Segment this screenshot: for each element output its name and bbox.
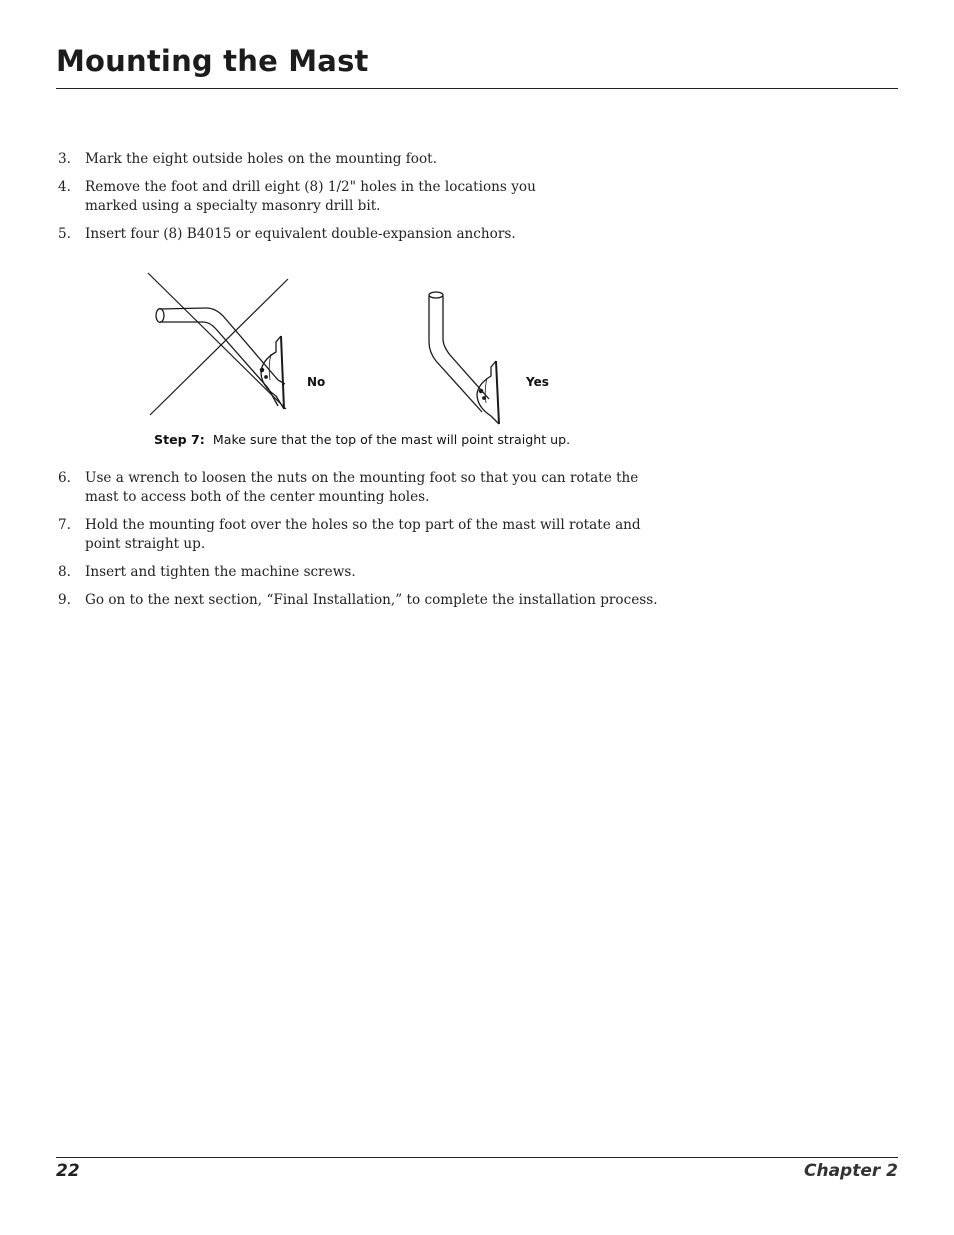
step-number: 9. <box>58 592 71 608</box>
step-number: 7. <box>58 517 71 533</box>
list-item <box>56 225 565 244</box>
correct-mast-drawing <box>429 292 499 424</box>
list-item <box>56 150 540 169</box>
step-text: Hold the mounting foot over the holes so the top part of the mast will rotate and point straight up. <box>85 517 641 552</box>
crossed-out-mark <box>148 273 288 415</box>
step-number: 3. <box>58 151 71 167</box>
list-item <box>56 469 660 507</box>
step-text: Insert four (8) B4015 or equivalent double-expansion anchors. <box>85 226 516 242</box>
yes-label: Yes <box>526 375 549 389</box>
step-text: Go on to the next section, “Final Installation,” to complete the installation process. <box>85 592 658 608</box>
page-title: Mounting the Mast <box>56 44 369 78</box>
step-text: Mark the eight outside holes on the mounting foot. <box>85 151 437 167</box>
mast-orientation-figure <box>140 266 590 426</box>
chapter-label: Chapter 2 <box>803 1161 898 1181</box>
step-text: Remove the foot and drill eight (8) 1/2" holes in the locations you marked using a specialty masonry drill bit. <box>85 179 536 214</box>
step-text: Insert and tighten the machine screws. <box>85 564 356 580</box>
list-item <box>56 563 685 582</box>
step-number: 4. <box>58 179 71 195</box>
mast-illustration <box>140 266 590 426</box>
list-item <box>56 516 665 554</box>
caption-text: Make sure that the top of the mast will point straight up. <box>212 432 571 447</box>
no-label: No <box>307 375 326 389</box>
page-number: 22 <box>56 1161 80 1181</box>
step-number: 8. <box>58 564 71 580</box>
caption-label: Step 7: <box>154 432 205 447</box>
steps-list-after-figure <box>56 469 656 619</box>
step-text: Use a wrench to loosen the nuts on the mounting foot so that you can rotate the mast to access both of the center mounting holes. <box>85 470 639 505</box>
footer-divider <box>56 1157 898 1158</box>
step-number: 6. <box>58 470 71 486</box>
step-number: 5. <box>58 226 71 242</box>
list-item <box>56 178 540 216</box>
steps-list-before-figure <box>56 150 656 253</box>
incorrect-mast-drawing <box>156 308 285 409</box>
list-item <box>56 591 685 610</box>
figure-caption <box>154 432 570 447</box>
title-divider <box>56 88 898 89</box>
